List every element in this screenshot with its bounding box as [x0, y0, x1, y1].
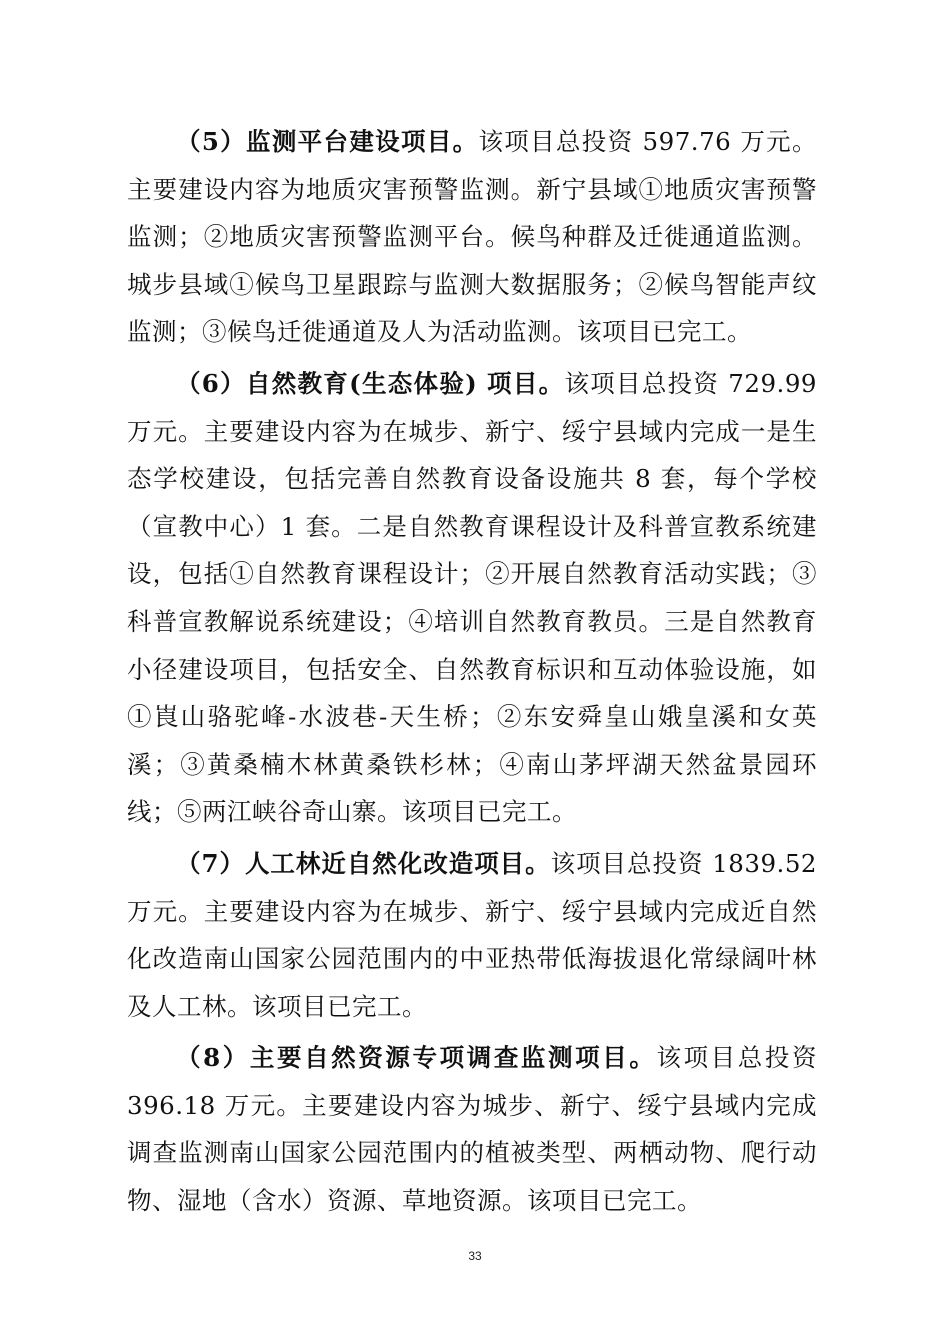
paragraph-text: 该项目总投资 597.76 万元。主要建设内容为地质灾害预警监测。新宁县域①地质灾害预警监测；②地质灾害预警监测平台。候鸟种群及迁徙通道监测。城步县域①候鸟卫星跟踪与监测大数据服务；②候鸟智能声纹监测；③候鸟迁徙通道及人为活动监测。该项目已完工。	[127, 127, 817, 347]
paragraph-monitoring-platform	[127, 118, 817, 356]
paragraph-heading: （8）主要自然资源专项调查监测项目。	[176, 1043, 657, 1073]
paragraph-resource-survey	[127, 1034, 817, 1224]
paragraph-heading: （6）自然教育(生态体验) 项目。	[176, 368, 565, 398]
paragraph-heading: （7）人工林近自然化改造项目。	[176, 848, 551, 878]
page-number: 33	[468, 1249, 482, 1263]
paragraph-plantation-transformation	[127, 840, 817, 1030]
paragraph-text: 该项目总投资 729.99 万元。主要建设内容为在城步、新宁、绥宁县域内完成一是生态学校建设，包括完善自然教育设备设施共 8 套，每个学校（宣教中心）1 套。二是自然教育课程设计及科普宣教系统建设，包括①自然教育课程设计；②开展自然教育活动实践；③科普宣教解说系统建设；④培训自然教育教员。三是自然教育小径建设项目，包括安全、自然教育标识和互动体验设施，如①崀山骆驼峰-水波巷-天生桥；②东安舜皇山娥皇溪和女英溪；③黄桑楠木林黄桑铁杉林；④南山茅坪湖天然盆景园环线；⑤两江峡谷奇山寨。该项目已完工。	[127, 368, 817, 827]
document-body	[127, 118, 817, 1229]
paragraph-nature-education	[127, 360, 817, 836]
paragraph-text: 该项目总投资 1839.52 万元。主要建设内容为在城步、新宁、绥宁县域内完成近自然化改造南山国家公园范围内的中亚热带低海拔退化常绿阔叶林及人工林。该项目已完工。	[127, 848, 818, 1021]
paragraph-text: 该项目总投资 396.18 万元。主要建设内容为城步、新宁、绥宁县域内完成调查监测南山国家公园范围内的植被类型、两栖动物、爬行动物、湿地（含水）资源、草地资源。该项目已完工。	[127, 1043, 818, 1216]
paragraph-heading: （5）监测平台建设项目。	[176, 127, 479, 156]
